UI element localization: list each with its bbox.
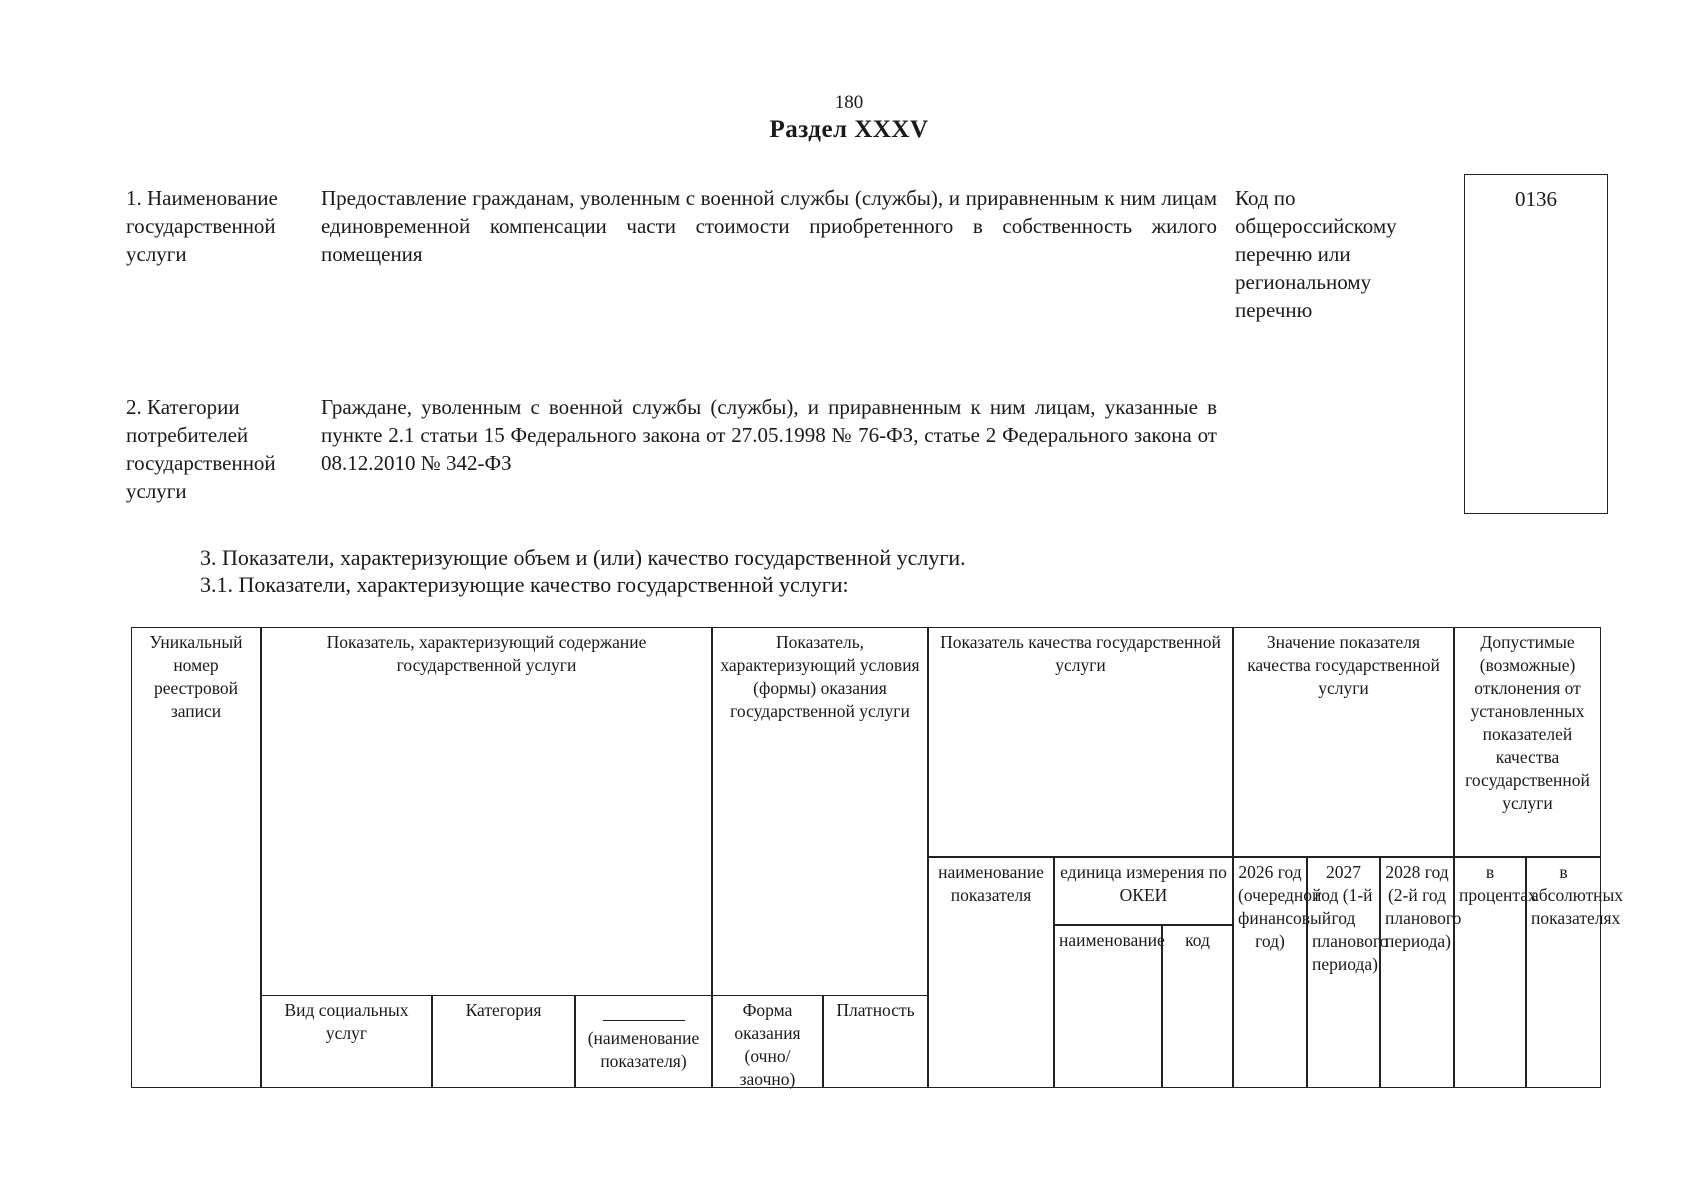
- header-unique-number: Уникальный номер реестровой записи: [131, 627, 261, 1088]
- header-year-2027: 2027 год (1-й год планового периода): [1307, 857, 1380, 1088]
- header-unit-code: код: [1162, 925, 1233, 1088]
- header-quality-name: наименование показателя: [928, 857, 1054, 1088]
- header-deviation-percent: в процентах: [1454, 857, 1526, 1088]
- item1-text: Предоставление гражданам, уволенным с военной службы (службы), и приравненным к ним лицам единовременной компенсации части стоимости приобретенного в собственность жилого помещения: [321, 186, 1217, 266]
- item1-label: 1. Наименование государственной услуги: [126, 186, 278, 266]
- header-unit-name: наименование: [1054, 925, 1162, 1088]
- header-delivery-form: Форма оказания (очно/заочно): [712, 995, 823, 1088]
- header-payment: Платность: [823, 995, 928, 1088]
- header-allowed-deviation: Допустимые (возможные) отклонения от установленных показателей качества государственной услуги: [1454, 627, 1601, 857]
- item2-label: 2. Категории потребителей государственной услуги: [126, 395, 276, 503]
- header-category: Категория: [432, 995, 575, 1088]
- heading-3-1: 3.1. Показатели, характеризующие качество государственной услуги:: [200, 572, 849, 597]
- section-title: Раздел XXXV: [769, 116, 929, 143]
- heading-3: 3. Показатели, характеризующие объем и (или) качество государственной услуги.: [200, 545, 966, 570]
- page-number: 180: [834, 92, 864, 113]
- header-okei-unit: единица измерения по ОКЕИ: [1054, 857, 1233, 925]
- header-social-services: Вид социальных услуг: [261, 995, 432, 1088]
- code-value: 0136: [1515, 187, 1557, 211]
- code-label: Код по общероссийскому перечню или региональному перечню: [1235, 186, 1397, 322]
- header-year-2026: 2026 год (очередной финансовый год): [1233, 857, 1307, 1088]
- code-box: [1464, 174, 1608, 514]
- item2-text: Граждане, уволенным с военной службы (службы), и приравненным к ним лицам, указанные в пункте 2.1 статьи 15 Федерального закона от 27.05.1998 № 76-ФЗ, статье 2 Федерального закона от 08.12.2010 № 342-ФЗ: [321, 395, 1217, 475]
- header-indicator-value: Значение показателя качества государственной услуги: [1233, 627, 1454, 857]
- header-content-indicator: Показатель, характеризующий содержание государственной услуги: [261, 627, 712, 995]
- header-blank-indicator: [575, 995, 712, 1088]
- header-quality-indicator: Показатель качества государственной услуги: [928, 627, 1233, 857]
- header-condition-indicator: Показатель, характеризующий условия (формы) оказания государственной услуги: [712, 627, 928, 995]
- blank-indicator-label: (наименование показателя): [587, 1028, 700, 1071]
- header-year-2028: 2028 год (2-й год планового периода): [1380, 857, 1454, 1088]
- header-deviation-absolute: в абсолютных показателях: [1526, 857, 1601, 1088]
- quality-indicators-table: [131, 627, 1624, 1089]
- blank-line: [603, 1004, 685, 1021]
